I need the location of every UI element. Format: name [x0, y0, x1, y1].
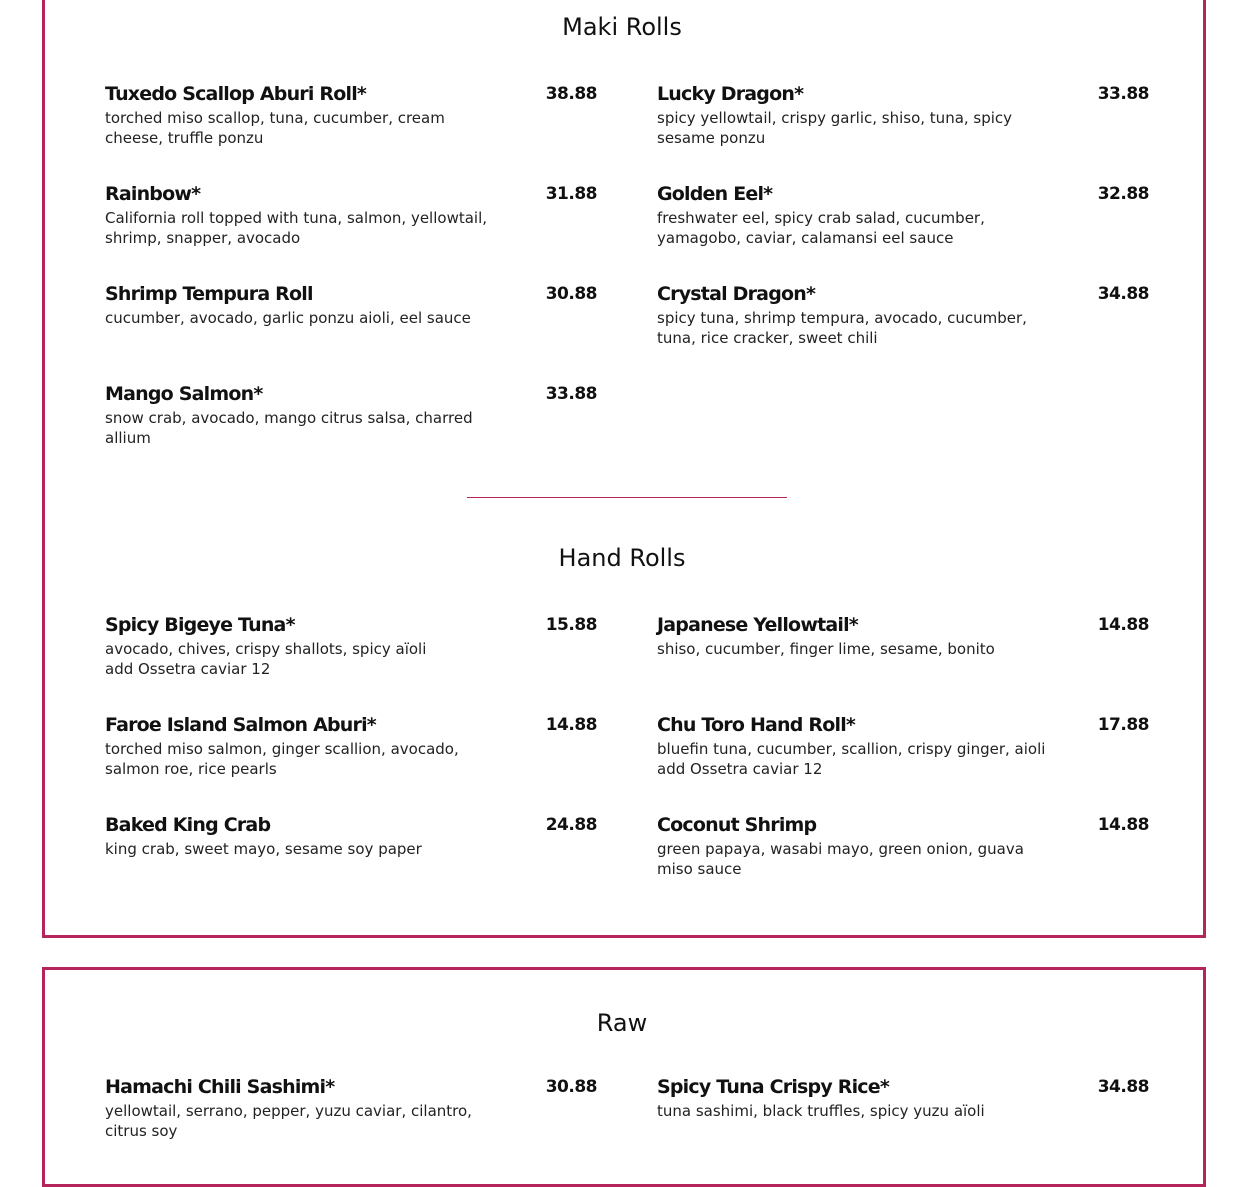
item-description: snow crab, avocado, mango citrus salsa, charred allium [105, 409, 473, 447]
item-name: Chu Toro Hand Roll* [657, 714, 856, 736]
section-divider [467, 497, 787, 498]
item-description: cucumber, avocado, garlic ponzu aioli, eel sauce [105, 309, 471, 327]
item-name: Faroe Island Salmon Aburi* [105, 714, 376, 736]
item-description: California roll topped with tuna, salmon, yellowtail, shrimp, snapper, avocado [105, 209, 488, 247]
item-price: 30.88 [545, 1077, 597, 1097]
item-description: green papaya, wasabi mayo, green onion, guava miso sauce [657, 840, 1024, 878]
item-description: shiso, cucumber, finger lime, sesame, bonito [657, 640, 995, 658]
item-price: 34.88 [1097, 1077, 1149, 1097]
item-price: 30.88 [545, 284, 597, 304]
item-price: 17.88 [1097, 715, 1149, 735]
section-title-raw: Raw [596, 1009, 648, 1037]
item-price: 15.88 [545, 615, 597, 635]
item-description: yellowtail, serrano, pepper, yuzu caviar, cilantro, citrus soy [105, 1102, 472, 1140]
item-name: Hamachi Chili Sashimi* [105, 1076, 335, 1098]
item-description: freshwater eel, spicy crab salad, cucumber, yamagobo, caviar, calamansi eel sauce [657, 209, 985, 247]
section-title-maki-rolls: Maki Rolls [562, 13, 682, 41]
item-name: Lucky Dragon* [657, 83, 804, 105]
item-price: 14.88 [1097, 615, 1149, 635]
section-title-hand-rolls: Hand Rolls [558, 544, 686, 572]
item-name: Spicy Bigeye Tuna* [105, 614, 295, 636]
item-name: Japanese Yellowtail* [657, 614, 858, 636]
item-description: spicy tuna, shrimp tempura, avocado, cucumber, tuna, rice cracker, sweet chili [657, 309, 1027, 347]
item-name: Rainbow* [105, 183, 201, 205]
item-name: Golden Eel* [657, 183, 773, 205]
item-price: 33.88 [545, 384, 597, 404]
item-name: Crystal Dragon* [657, 283, 816, 305]
item-description: torched miso salmon, ginger scallion, avocado, salmon roe, rice pearls [105, 740, 459, 778]
item-description: avocado, chives, crispy shallots, spicy aïoli add Ossetra caviar 12 [105, 640, 427, 678]
item-description: bluefin tuna, cucumber, scallion, crispy ginger, aioli add Ossetra caviar 12 [657, 740, 1046, 778]
item-description: torched miso scallop, tuna, cucumber, cream cheese, truffle ponzu [105, 109, 445, 147]
item-name: Tuxedo Scallop Aburi Roll* [105, 83, 367, 105]
item-description: tuna sashimi, black truffles, spicy yuzu aïoli [657, 1102, 985, 1120]
item-description: spicy yellowtail, crispy garlic, shiso, tuna, spicy sesame ponzu [657, 109, 1013, 147]
item-description: king crab, sweet mayo, sesame soy paper [105, 840, 422, 858]
item-price: 32.88 [1097, 184, 1149, 204]
item-price: 14.88 [545, 715, 597, 735]
item-price: 31.88 [545, 184, 597, 204]
item-price: 38.88 [545, 84, 597, 104]
item-name: Shrimp Tempura Roll [105, 283, 313, 305]
item-price: 34.88 [1097, 284, 1149, 304]
item-name: Spicy Tuna Crispy Rice* [657, 1076, 889, 1098]
item-price: 24.88 [545, 815, 597, 835]
item-name: Mango Salmon* [105, 383, 263, 405]
item-name: Baked King Crab [105, 814, 271, 836]
item-price: 33.88 [1097, 84, 1149, 104]
item-price: 14.88 [1097, 815, 1149, 835]
item-name: Coconut Shrimp [657, 814, 817, 836]
